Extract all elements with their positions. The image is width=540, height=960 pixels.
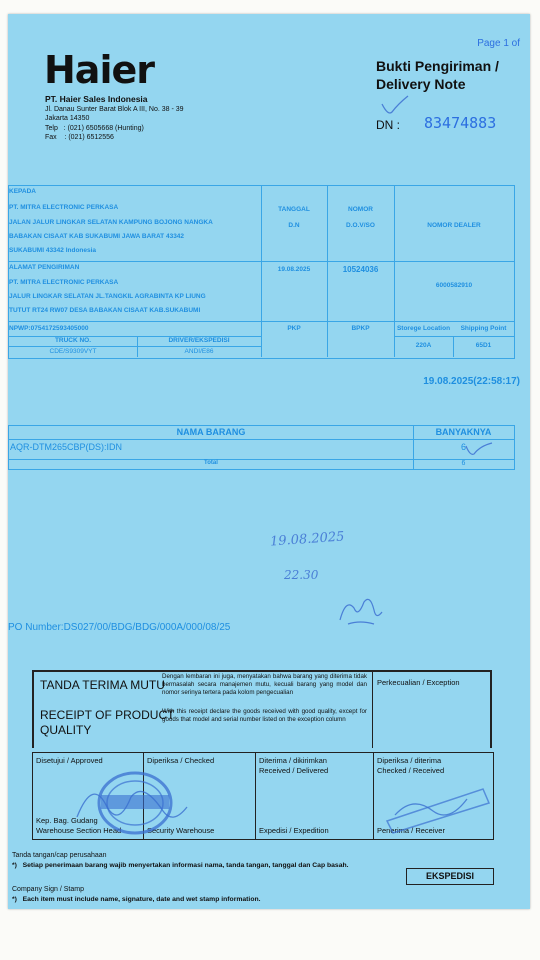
- signature-icon: [334, 590, 386, 630]
- receipt-title-id: TANDA TERIMA MUTU: [40, 678, 165, 692]
- address-line-1: Jl. Danau Sunter Barat Blok A III, No. 38 - 39: [45, 106, 184, 113]
- telp: Telp : (021) 6505668 (Hunting): [45, 125, 144, 132]
- item-name: AQR-DTM265CBP(DS):IDN: [10, 442, 123, 452]
- gudang-label-2: Warehouse Section Head: [36, 826, 122, 835]
- tanggal-label: TANGGAL: [278, 206, 310, 213]
- kepada-line-3: BABAKAN CISAAT KAB SUKABUMI JAWA BARAT 43342: [9, 233, 185, 240]
- storage-label: Storege Location: [396, 325, 451, 332]
- shipping-label: Shipping Point: [460, 325, 507, 332]
- receipt-section: [32, 670, 492, 750]
- penerima-label: Penerima / Receiver: [377, 826, 445, 835]
- total-label: Total: [204, 460, 218, 466]
- receipt-title-en-1: RECEIPT OF PRODUCT: [40, 708, 175, 722]
- approved-label: Disetujui / Approved: [36, 756, 103, 765]
- gudang-label-1: Kep. Bag. Gudang: [36, 816, 98, 825]
- truck-label: TRUCK NO.: [54, 337, 92, 344]
- dealer-label: NOMOR DEALER: [427, 222, 481, 229]
- storage-value: 220A: [415, 342, 432, 349]
- driver-label: DRIVER/EKSPEDISI: [168, 337, 230, 344]
- kepada-line-4: SUKABUMI 43342 Indonesia: [9, 247, 97, 254]
- alamat-line-4: TUTUT RT24 RW07 DESA BABAKAN CISAAT KAB.SUKABUMI: [9, 307, 201, 314]
- delivery-note-paper: [8, 14, 530, 909]
- address-line-2: Jakarta 14350: [45, 115, 90, 122]
- footer-note-1: *) Setiap penerimaan barang wajib menyertakan informasi nama, tanda tangan, tanggal dan Cap basah.: [12, 862, 349, 869]
- item-qty: 6: [460, 442, 466, 452]
- alamat-line-3: JALUR LINGKAR SELATAN JL.TANGKIL AGRABINTA KP LIUNG: [9, 293, 206, 300]
- received-label-1: Diperiksa / diterima: [377, 756, 442, 765]
- checked-label: Diperiksa / Checked: [147, 756, 215, 765]
- receipt-text-id: Dengan lembaran ini juga, menyatakan bahwa barang yang diterima tidak bermasalah secara manajemen mutu, kecuali barang yang model dan nomor serinya tertera pada kolom pengecualian: [162, 673, 367, 696]
- driver-value: ANDI/E86: [184, 348, 214, 355]
- po-number: PO Number:DS027/00/BDG/BDG/000A/000/08/25: [8, 622, 231, 633]
- footer-note-2: *) Each item must include name, signature, date and wet stamp information.: [12, 896, 261, 903]
- footer-note-2-title: Company Sign / Stamp: [12, 886, 84, 893]
- col-nama-barang: NAMA BARANG: [176, 427, 246, 437]
- checkmark-icon: [380, 94, 410, 118]
- dn-number: 83474883: [424, 114, 497, 132]
- doc-title-2: Delivery Note: [376, 76, 466, 92]
- received-label-2: Checked / Received: [377, 766, 445, 775]
- page-label: Page 1 of: [477, 38, 520, 49]
- npwp: NPWP:0754172593405000: [9, 325, 89, 332]
- security-label: Security Warehouse: [147, 826, 215, 835]
- nomor-value: 10524036: [342, 265, 379, 274]
- delivered-label-2: Received / Delivered: [259, 766, 329, 775]
- exception-label: Perkecualian / Exception: [377, 678, 460, 687]
- alamat-line-2: PT. MITRA ELECTRONIC PERKASA: [9, 279, 119, 286]
- fax: Fax : (021) 6512556: [45, 134, 114, 141]
- kepada-line-1: PT. MITRA ELECTRONIC PERKASA: [9, 204, 119, 211]
- delivered-label-1: Diterima / dikirimkan: [259, 756, 327, 765]
- tanggal-sub-label: D.N: [288, 222, 300, 229]
- nomor-label: NOMOR: [348, 206, 373, 213]
- expedisi-label: Expedisi / Expedition: [259, 826, 329, 835]
- top-table: [8, 185, 515, 359]
- warehouse-stamp-icon: [73, 767, 193, 839]
- tick-mark-icon: [464, 440, 494, 458]
- bpkp-label: BPKP: [351, 325, 370, 332]
- footer-note-1-title: Tanda tangan/cap perusahaan: [12, 852, 107, 859]
- print-timestamp: 19.08.2025(22:58:17): [423, 376, 520, 387]
- alamat-line-1: ALAMAT PENGIRIMAN: [9, 264, 80, 271]
- receipt-text-en: With this receipt declare the goods received with good quality, except for goods that model and serial number listed on the exception column: [162, 708, 367, 723]
- total-value: 6: [461, 460, 466, 467]
- pkp-label: PKP: [287, 325, 301, 332]
- kepada-label: KEPADA: [9, 188, 36, 195]
- company-name: PT. Haier Sales Indonesia: [45, 94, 148, 104]
- dn-label: DN :: [376, 118, 400, 132]
- signature-grid: [32, 752, 494, 840]
- col-banyaknya: BANYAKNYA: [435, 427, 492, 437]
- handwritten-time: 22.30: [284, 568, 319, 582]
- receiver-stamp-icon: [383, 775, 493, 835]
- handwritten-date: 19.08.2025: [269, 529, 345, 550]
- ekspedisi-box: EKSPEDISI: [406, 868, 494, 885]
- tanggal-value: 19.08.2025: [277, 266, 311, 273]
- haier-logo: Haier: [44, 48, 154, 92]
- kepada-line-2: JALAN JALUR LINGKAR SELATAN KAMPUNG BOJONG NANGKA: [9, 219, 213, 226]
- nomor-sub-label: D.O.V/SO: [346, 222, 375, 229]
- doc-title-1: Bukti Pengiriman /: [376, 58, 499, 74]
- items-table: [8, 425, 515, 470]
- truck-value: CDE/S9309VYT: [49, 348, 97, 355]
- dealer-value: 6000582910: [435, 282, 473, 289]
- shipping-value: 65D1: [475, 342, 492, 349]
- receipt-title-en-2: QUALITY: [40, 723, 92, 737]
